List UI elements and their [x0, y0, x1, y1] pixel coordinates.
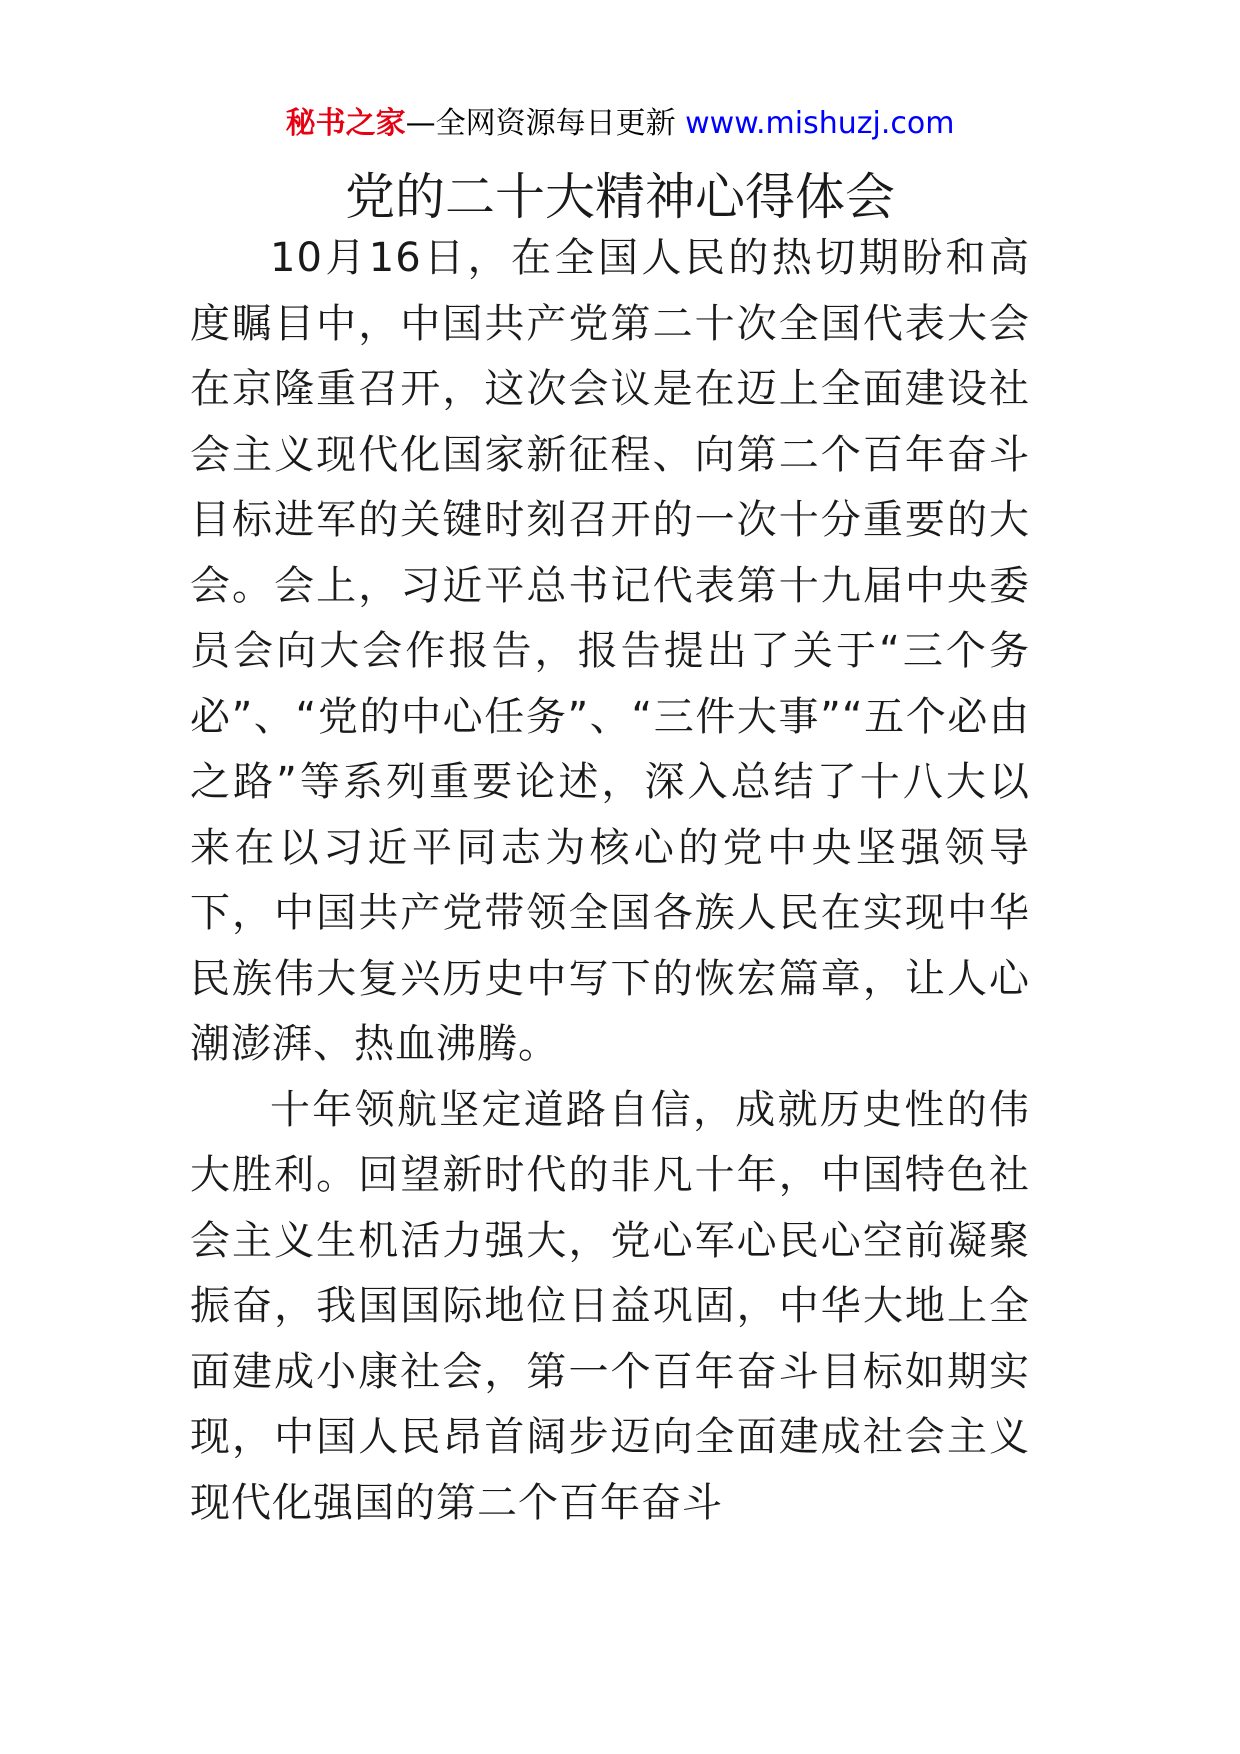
body-paragraph: 10月16日，在全国人民的热切期盼和高度瞩目中，中国共产党第二十次全国代表大会在京隆重召开，这次会议是在迈上全面建设社会主义现代化国家新征程、向第二个百年奋斗目标进军的关键时刻召开的一次十分重要的大会。会上，习近平总书记代表第十九届中央委员会向大会作报告，报告提出了关于“三个务必”、“党的中心任务”、“三件大事”“五个必由之路”等系列重要论述，深入总结了十八大以来在以习近平同志为核心的党中央坚强领导下，中国共产党带领全国各族人民在实现中华民族伟大复兴历史中写下的恢宏篇章，让人心潮澎湃、热血沸腾。	[190, 235, 1030, 1067]
site-header	[0, 102, 1240, 146]
site-slogan: —全网资源每日更新	[405, 106, 676, 141]
document-title: 党的二十大精神心得体会	[345, 168, 895, 226]
site-url[interactable]: www.mishuzj.com	[685, 106, 955, 141]
body-paragraph: 十年领航坚定道路自信，成就历史性的伟大胜利。回望新时代的非凡十年，中国特色社会主义生机活力强大，党心军心民心空前凝聚振奋，我国国际地位日益巩固，中华大地上全面建成小康社会，第一个百年奋斗目标如期实现，中国人民昂首阔步迈向全面建成社会主义现代化强国的第二个百年奋斗	[190, 1086, 1030, 1526]
site-brand: 秘书之家	[285, 106, 406, 141]
document-body	[190, 226, 1030, 1536]
